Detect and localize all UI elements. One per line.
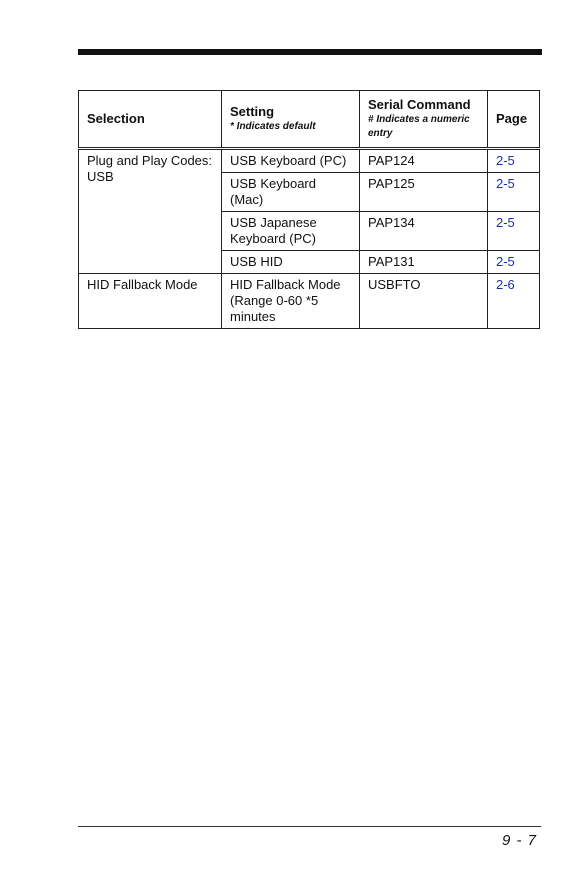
header-page-label: Page <box>496 111 528 126</box>
command-cell: PAP134 <box>360 212 488 251</box>
header-setting <box>222 91 360 149</box>
setting-cell: USB HID <box>222 251 360 274</box>
page-link[interactable]: 2-5 <box>488 173 540 212</box>
setting-cell: USB Keyboard (Mac) <box>222 173 360 212</box>
command-cell: PAP131 <box>360 251 488 274</box>
header-serial-command <box>360 91 488 149</box>
page-link[interactable]: 2-5 <box>488 149 540 173</box>
header-serial-command-note: # Indicates a numeric entry <box>368 114 470 139</box>
setting-cell: HID Fallback Mode (Range 0-60 *5 minutes <box>222 274 360 329</box>
setting-cell: USB Keyboard (PC) <box>222 149 360 173</box>
selection-cell: Plug and Play Codes: USB <box>79 149 222 274</box>
footer-rule <box>78 826 541 827</box>
selection-cell: HID Fallback Mode <box>79 274 222 329</box>
header-setting-label: Setting <box>230 104 275 119</box>
header-selection-label: Selection <box>87 111 145 126</box>
table-row <box>79 149 540 173</box>
command-cell: PAP125 <box>360 173 488 212</box>
page-link[interactable]: 2-5 <box>488 251 540 274</box>
header-selection <box>79 91 222 149</box>
page-link[interactable]: 2-6 <box>488 274 540 329</box>
setting-cell: USB Japanese Keyboard (PC) <box>222 212 360 251</box>
header-rule <box>78 49 542 55</box>
header-serial-command-label: Serial Command <box>368 97 471 112</box>
command-cell: USBFTO <box>360 274 488 329</box>
header-page <box>488 91 540 149</box>
table-row <box>79 274 540 329</box>
page-number: 9 - 7 <box>501 832 537 849</box>
page-link[interactable]: 2-5 <box>488 212 540 251</box>
command-cell: PAP124 <box>360 149 488 173</box>
serial-command-table <box>78 90 540 329</box>
header-setting-note: * Indicates default <box>230 121 316 132</box>
table-header-row <box>79 91 540 149</box>
